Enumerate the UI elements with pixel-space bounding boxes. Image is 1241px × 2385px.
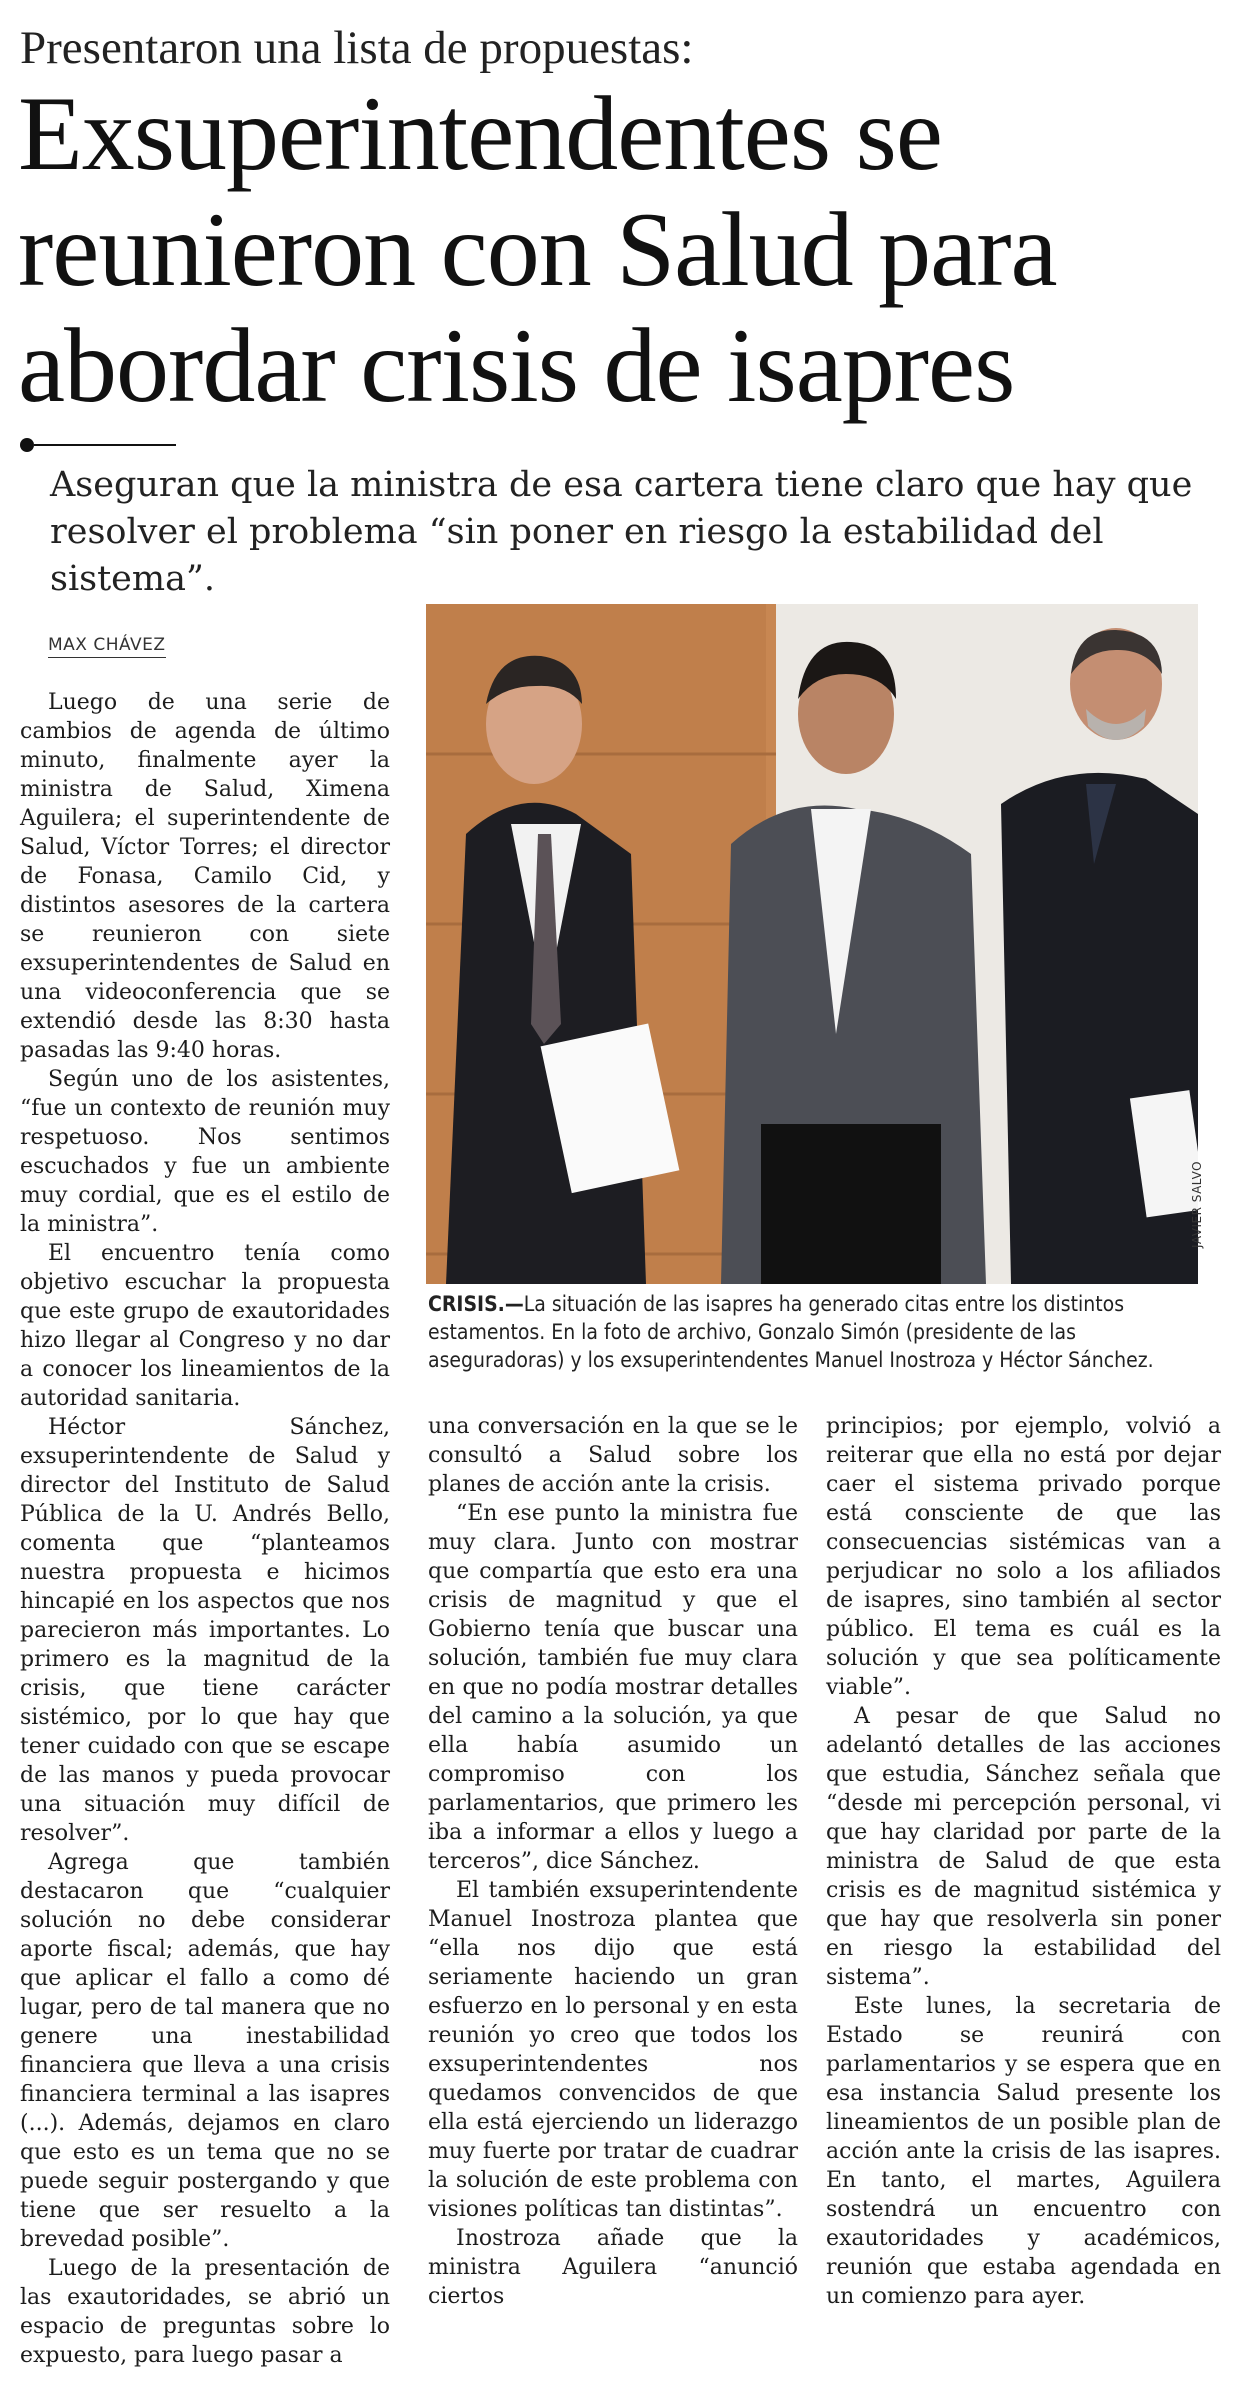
paragraph: “En ese punto la ministra fue muy clara. Junto con mostrar que compartía que esto era una crisis de magnitud y que el Gobierno tenía que buscar una solución, también fue muy clara en que no podía mostrar detalles del camino a la solución, ya que ella había asumido un compromiso con los parlamentarios, que primero les iba a informar a ellos y luego a terceros”, dice Sánchez. [428, 1501, 798, 1874]
paragraph: principios; por ejemplo, volvió a reiterar que ella no está por dejar caer el sistema privado porque está consciente de que las consecuencias sistémicas van a perjudicar no solo a los afiliados de isapres, sino también al sector público. El tema es cuál es la solución y que sea políticamente viable”. [826, 1414, 1221, 1700]
paragraph: Según uno de los asistentes, “fue un contexto de reunión muy respetuoso. Nos sentimos escuchados y fue un ambiente muy cordial, que es el estilo de la ministra”. [20, 1067, 390, 1237]
paragraph: Inostroza añade que la ministra Aguilera “anunció ciertos [428, 2226, 798, 2309]
photo-caption [428, 1290, 1218, 1374]
body-column-1 [20, 688, 390, 2370]
paragraph: Este lunes, la secretaria de Estado se reunirá con parlamentarios y se espera que en esa instancia Salud presente los lineamientos de un posible plan de acción ante la crisis de las isapres. En tanto, el martes, Aguilera sostendrá un encuentro con exautoridades y académicos, reunión que estaba agendada en un comienzo para ayer. [826, 1994, 1221, 2309]
caption-text: La situación de las isapres ha generado citas entre los distintos estamentos. En la foto de archivo, Gonzalo Simón (presidente de las aseguradoras) y los exsuperintendentes Manuel Inostroza y Héctor Sánchez. [428, 1292, 1154, 1372]
body-column-3 [826, 1412, 1221, 2311]
paragraph: Agrega que también destacaron que “cualquier solución no debe considerar aporte fiscal; además, que hay que aplicar el fallo a como dé lugar, pero de tal manera que no genere una inestabilidad financiera que lleva a una crisis financiera terminal a las isapres (...). Además, dejamos en claro que esto es un tema que no se puede seguir postergando y que tiene que ser resuelto a la brevedad posible”. [20, 1850, 390, 2252]
paragraph: El encuentro tenía como objetivo escuchar la propuesta que este grupo de exautoridades hizo llegar al Congreso y no dar a conocer los lineamientos de la autoridad sanitaria. [20, 1241, 390, 1411]
paragraph: El también exsuperintendente Manuel Inostroza plantea que “ella nos dijo que está seriamente haciendo un gran esfuerzo en lo personal y en esta reunión yo creo que todos los exsuperintendentes nos quedamos convencidos de que ella está ejerciendo un liderazgo muy fuerte por tratar de cuadrar la solución de este problema con visiones políticas tan distintas”. [428, 1878, 798, 2222]
paragraph: Luego de la presentación de las exautoridades, se abrió un espacio de preguntas sobre lo expuesto, para luego pasar a [20, 2256, 390, 2368]
paragraph: una conversación en la que se le consultó a Salud sobre los planes de acción ante la crisis. [428, 1414, 798, 1497]
rule-dot [20, 438, 34, 452]
article-kicker: Presentaron una lista de propuestas: [20, 22, 694, 74]
caption-label: CRISIS.— [428, 1292, 524, 1316]
body-column-2 [428, 1412, 798, 2311]
paragraph: Héctor Sánchez, exsuperintendente de Salud y director del Instituto de Salud Pública de la U. Andrés Bello, comenta que “planteamos nuestra propuesta e hicimos hincapié en los aspectos que nos parecieron más importantes. Lo primero es la magnitud de la crisis, que tiene carácter sistémico, por lo que hay que tener cuidado con que se escape de las manos y pueda provocar una situación muy difícil de resolver”. [20, 1415, 390, 1846]
paragraph: Luego de una serie de cambios de agenda de último minuto, finalmente ayer la ministra de Salud, Ximena Aguilera; el superintendente de Salud, Víctor Torres; el director de Fonasa, Camilo Cid, y distintos asesores de la cartera se reunieron con siete exsuperintendentes de Salud en una videoconferencia que se extendió desde las 8:30 hasta pasadas las 9:40 horas. [20, 690, 390, 1063]
article-photo [426, 604, 1198, 1284]
rule-line [34, 444, 176, 446]
photo-illustration [426, 604, 1198, 1284]
article-lead: Aseguran que la ministra de esa cartera tiene claro que hay que resolver el problema “sin poner en riesgo la estabilidad del sistema”. [50, 465, 1193, 599]
paragraph: A pesar de que Salud no adelantó detalles de las acciones que estudia, Sánchez señala que “desde mi percepción personal, vi que hay claridad por parte de la ministra de Salud de que esta crisis es de magnitud sistémica y que hay que resolverla sin poner en riesgo la estabilidad del sistema”. [826, 1704, 1221, 1990]
photo-credit: JAVIER SALVO [1190, 1160, 1204, 1248]
article-headline: Exsuperintendentes se reunieron con Salud para abordar crisis de isapres [18, 75, 1057, 424]
byline: MAX CHÁVEZ [48, 635, 166, 658]
